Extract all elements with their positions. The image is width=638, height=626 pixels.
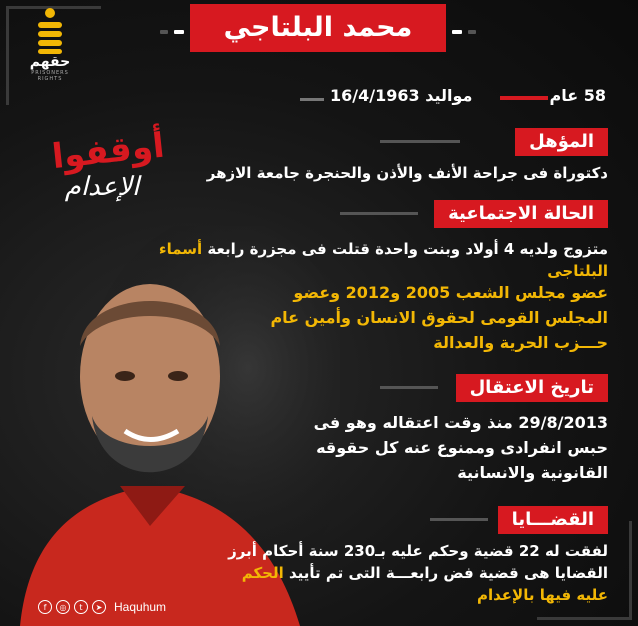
title-dash — [452, 30, 462, 34]
section-line — [380, 386, 438, 389]
title-dash — [160, 30, 168, 34]
age-text: 58 عام — [549, 86, 606, 105]
cases-text — [228, 540, 608, 606]
brand-logo-subtitle: PRISONERS RIGHTS — [31, 70, 69, 82]
stop-execution-logo: أوقفوا الإعدام — [50, 125, 167, 202]
cases-highlight-text: الحكم عليه فيها بالإعدام — [241, 564, 608, 604]
section-social-title: الحالة الاجتماعية — [434, 200, 608, 228]
section-qualification-title: المؤهل — [515, 128, 608, 156]
brand-logo — [22, 8, 78, 82]
twitter-icon[interactable]: t — [74, 600, 88, 614]
social-status-text — [158, 238, 608, 282]
section-line — [340, 212, 418, 215]
social-status-main: متزوج ولديه 4 أولاد وبنت واحدة قتلت فى مجزرة رابعة — [207, 240, 608, 258]
brand-mark-icon — [34, 8, 66, 54]
page-title: محمد البلتاجي — [190, 4, 446, 52]
footer-social — [38, 600, 166, 614]
birth-date-text: مواليد 16/4/1963 — [330, 86, 473, 105]
detention-text: 29/8/2013 منذ وقت اعتقاله وهو فى حبس انفرادى وممنوع عنه كل حقوقه القانونية والانسانية — [313, 413, 608, 482]
brand-logo-word: حقهم — [29, 54, 71, 70]
social-extra-text: عضو مجلس الشعب 2005 و2012 وعضو المجلس القومى لحقوق الانسان وأمين عام حـــزب الحرية والعدالة — [270, 283, 608, 352]
section-line — [430, 518, 488, 521]
divider-line — [300, 98, 324, 101]
cases-main-text: لفقت له 22 قضية وحكم عليه بـ230 سنة أحكام أبرز القضايا هى قضية فض رابعـــة التى تم تأييد — [228, 542, 608, 582]
section-cases-title: القضـــايا — [498, 506, 608, 534]
accent-line — [500, 96, 548, 100]
social-handle[interactable]: Haquhum — [114, 600, 167, 614]
telegram-icon[interactable]: ➤ — [92, 600, 106, 614]
facebook-icon[interactable]: f — [38, 600, 52, 614]
title-dash — [174, 30, 184, 34]
section-line — [380, 140, 460, 143]
qualification-text: دكتوراة فى جراحة الأنف والأذن والحنجرة جامعة الازهر — [206, 164, 608, 182]
social-status-highlight: أسماء البلتاجى — [158, 240, 608, 280]
title-dash — [468, 30, 476, 34]
section-detention-title: تاريخ الاعتقال — [456, 374, 608, 402]
instagram-icon[interactable]: ◎ — [56, 600, 70, 614]
